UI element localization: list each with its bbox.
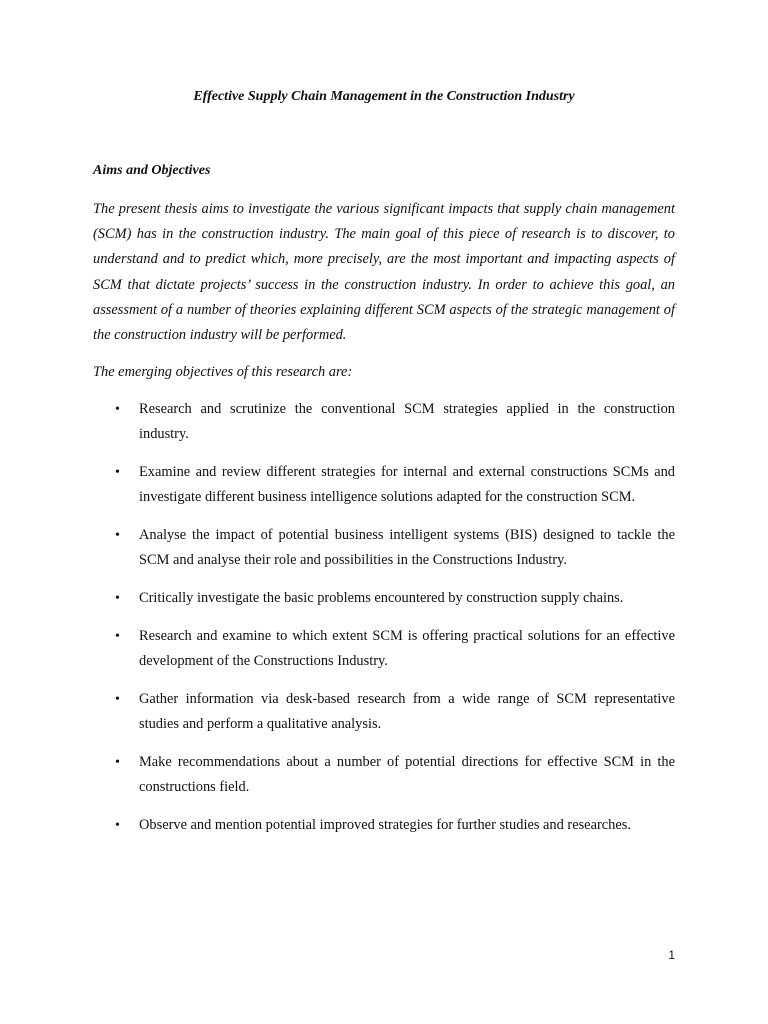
list-item bbox=[93, 687, 675, 737]
list-item bbox=[93, 460, 675, 510]
objectives-lead: The emerging objectives of this research are: bbox=[93, 364, 353, 380]
document-title: Effective Supply Chain Management in the Construction Industry bbox=[193, 89, 575, 104]
list-item-text: Make recommendations about a number of potential directions for effective SCM in the constructions field. bbox=[139, 753, 675, 795]
list-item-text: Observe and mention potential improved strategies for further studies and researches. bbox=[139, 816, 631, 833]
list-item-text: Critically investigate the basic problems encountered by construction supply chains. bbox=[139, 590, 624, 606]
bullet-icon: • bbox=[115, 817, 120, 833]
bullet-icon: • bbox=[115, 528, 120, 543]
list-item-text: Gather information via desk-based research from a wide range of SCM representative studies and perform a qualitative analysis. bbox=[139, 690, 675, 732]
list-item-text: Examine and review different strategies for internal and external constructions SCMs and investigate different business intelligence solutions adapted for the construction SCM. bbox=[139, 464, 675, 506]
list-item-text: Analyse the impact of potential business intelligent systems (BIS) designed to tackle the SCM and analyse their role and possibilities in the Constructions Industry. bbox=[139, 527, 675, 569]
list-item bbox=[93, 750, 675, 800]
bullet-icon: • bbox=[115, 754, 120, 770]
list-item bbox=[93, 397, 675, 447]
list-item bbox=[93, 523, 675, 573]
objectives-list bbox=[93, 397, 675, 851]
bullet-icon: • bbox=[115, 402, 120, 417]
bullet-icon: • bbox=[115, 591, 120, 606]
page-number: 1 bbox=[668, 948, 675, 962]
intro-paragraph: The present thesis aims to investigate the various significant impacts that supply chain management (SCM) has in the construction industry. The main goal of this piece of research is to discover, to understand and to predict which, more precisely, are the most important and impacting aspects of SCM that dictate projects’ success in the construction industry. In order to achieve this goal, an assessment of a number of theories explaining different SCM aspects of the strategic management of the construction industry will be performed. bbox=[93, 201, 675, 344]
list-item bbox=[93, 586, 675, 611]
list-item bbox=[93, 813, 675, 838]
bullet-icon: • bbox=[115, 691, 120, 707]
bullet-icon: • bbox=[115, 465, 120, 480]
list-item-text: Research and scrutinize the conventional SCM strategies applied in the construction industry. bbox=[139, 401, 675, 443]
list-item bbox=[93, 624, 675, 674]
list-item-text: Research and examine to which extent SCM is offering practical solutions for an effective development of the Constructions Industry. bbox=[139, 627, 675, 669]
bullet-icon: • bbox=[115, 628, 120, 644]
section-heading: Aims and Objectives bbox=[93, 163, 211, 178]
